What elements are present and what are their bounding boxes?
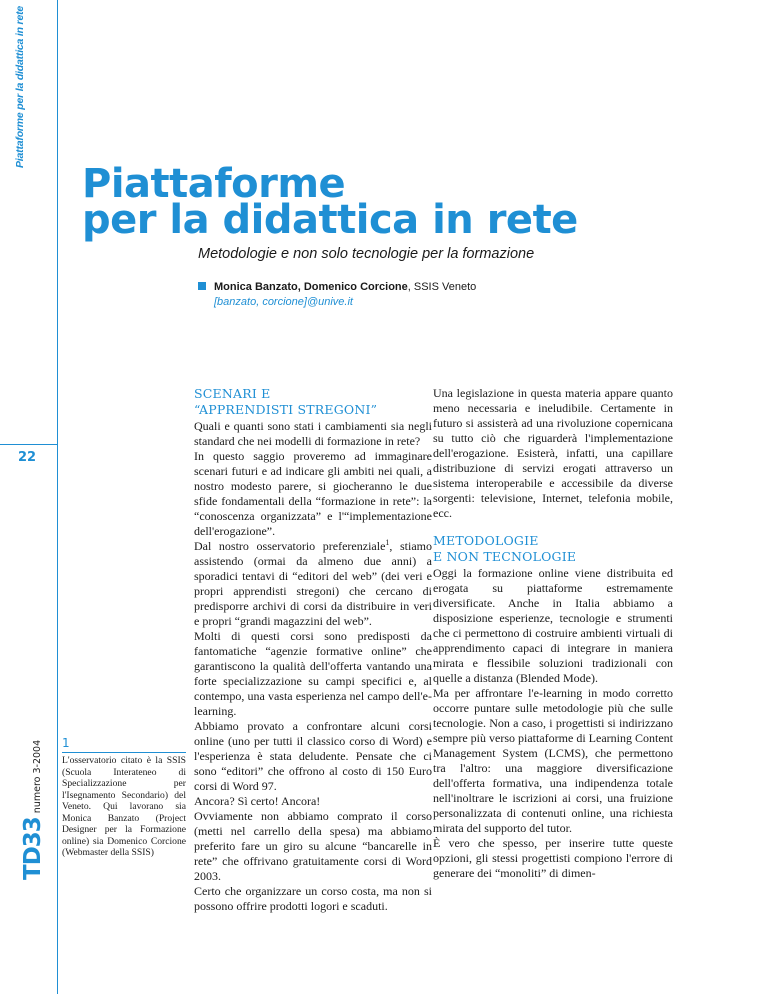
column-left: [194, 386, 432, 914]
margin-rule: [57, 0, 58, 994]
paragraph: Ovviamente non abbiamo comprato il corso (metti nel carrello della spesa) ma abbiamo preferito fare un giro su alcune “bancarelle in rete” che offrivano gratuitamente corsi di Word 2003.: [194, 809, 432, 883]
paragraph: Molti di questi corsi sono predisposti da fantomatiche “agenzie formative online” che garantiscono la qualità dell'offerta vantando una forte specializzazione su campi specifici e, al contempo, una vasta esperienza nel campo dell'e-learning.: [194, 629, 432, 718]
journal-logo: TD33: [20, 817, 46, 880]
page-number: 22: [18, 450, 37, 465]
issue-number: numero 3-2004: [32, 739, 43, 814]
paragraph: In questo saggio proveremo ad immaginare scenari futuri e ad indicare gli ambiti nei quali, a nostro modesto parere, si giocheranno le due sfide fondamentali della “formazione in rete”: la “conoscenza organizzata” e l'“implementazione dell'erogazione”.: [194, 449, 432, 538]
article-title: [82, 161, 578, 243]
author-affiliation: , SSIS Veneto: [407, 281, 477, 293]
paragraph: Ma per affrontare l'e-learning in modo corretto occorre puntare sulle metodologie più che sulle tecnologie. Non a caso, i progettisti si indirizzano sempre più verso piattaforme di Learning Content Management System (LCMS), che permettono tra l'altro: una maggiore diversificazione dell'offerta formativa, una indipendenza totale nell'inoltrare le iscrizioni ai corsi, una fruizione personalizzata di contenuti online, una richiesta mirata del supporto del tutor.: [433, 686, 673, 835]
page-number-rule: [0, 444, 57, 445]
section-heading-metodologie: METODOLOGIE E NON TECNOLOGIE: [433, 533, 577, 564]
title-line-2: per la didattica in rete: [82, 197, 578, 243]
paragraph: Certo che organizzare un corso costa, ma non si possono offrire prodotti logori e scaduti.: [194, 884, 432, 913]
issue-label: [20, 740, 46, 880]
section-heading-scenari: SCENARI E “APPRENDISTI STREGONI”: [194, 386, 378, 417]
footnote-rule: [62, 752, 186, 753]
footnote-number: 1: [62, 736, 70, 750]
footnote-text: L'osservatorio citato è la SSIS (Scuola Interateneo di Specializzazione per l'Isegnamento Secondario) del Veneto. Qui lavorano sia Monica Banzato (Project Designer per la Formazione online) sia Domenico Corcione (Webmaster della SSIS): [62, 755, 186, 858]
author-names: Monica Banzato, Domenico Corcione: [214, 281, 408, 293]
paragraph: Una legislazione in questa materia appare quanto meno necessaria e ineludibile. Certamente in futuro si assisterà ad una rivoluzione copernicana su tutto ciò che riguarderà l'implementazione dell'erogazione. Esisterà, infatti, una capillare distribuzione di servizi erogati attraverso un sistema interoperabile e accessibile da diverse sorgenti: televisione, Internet, telefonia mobile, ecc.: [433, 386, 673, 520]
column-right: [433, 386, 673, 881]
paragraph: Ancora? Sì certo! Ancora!: [194, 794, 321, 808]
author-block: [198, 280, 476, 310]
author-email[interactable]: [banzato, corcione]@unive.it: [214, 296, 353, 308]
footnote-ref[interactable]: 1: [385, 538, 390, 547]
paragraph: Oggi la formazione online viene distribuita ed erogata su piattaforme estremamente diversificate. Anche in Italia abbiamo a disposizione esperienze, tecnologie e strumenti che ci permettono di costruire ambienti virtuali di apprendimento capaci di integrare in maniera mirata e flessibile soluzioni tradizionali con quelle a distanza (Blended Mode).: [433, 566, 673, 685]
article-subtitle: Metodologie e non solo tecnologie per la formazione: [198, 246, 535, 262]
paragraph: È vero che spesso, per inserire tutte queste opzioni, gli stessi progettisti compiono l'errore di generare dei “monoliti” di dimen-: [433, 836, 673, 880]
bullet-square-icon: [198, 282, 206, 290]
paragraph: Quali e quanti sono stati i cambiamenti sia negli standard che nei modelli di formazione in rete?: [194, 419, 432, 448]
paragraph: Abbiamo provato a confrontare alcuni corsi online (uno per tutti il classico corso di Word) e l'esperienza è stata deludente. Pensate che ci sono “editori” che offrono al costo di 150 Euro corsi di Word 97.: [194, 719, 432, 793]
paragraph: Dal nostro osservatorio preferenziale$^1$, stiamo assistendo (ormai da almeno due anni) a sporadici tentavi di “editori del web” (dei veri e propri apprendisti stregoni) che cercano di predisporre archivi di corsi da distribuire in veri e propri “grandi magazzini del web”.: [194, 538, 433, 628]
title-line-1: Piattaforme: [82, 161, 346, 207]
running-header: Piattaforme per la didattica in rete: [14, 5, 26, 168]
